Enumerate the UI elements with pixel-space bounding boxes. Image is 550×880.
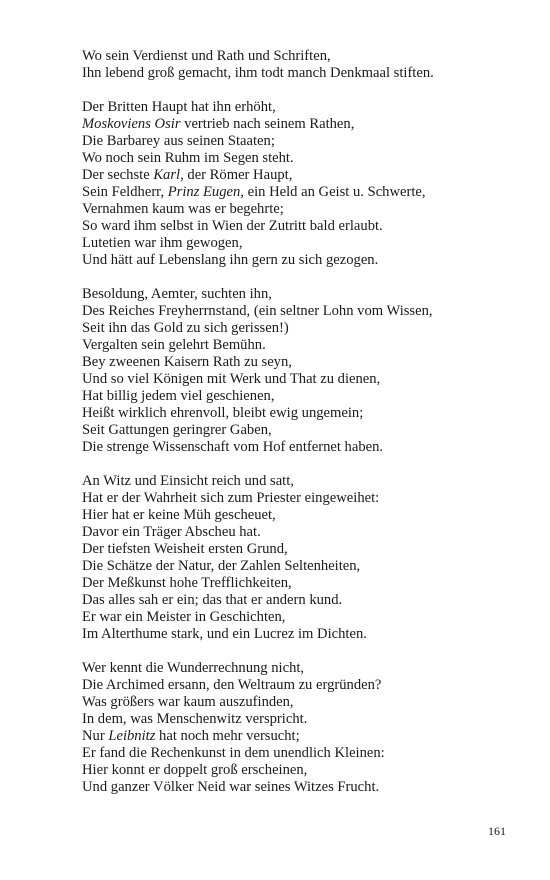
poem-line: Vergalten sein gelehrt Bemühn. [82,337,266,353]
poem-line: Hat er der Wahrheit sich zum Priester eingeweihet: [82,490,380,506]
poem-line: Lutetien war ihm gewogen, [82,235,243,251]
poem-line: Der Britten Haupt hat ihn erhöht, [82,99,276,115]
italic-name: Prinz Eugen, [167,184,244,200]
poem-line: Bey zweenen Kaisern Rath zu seyn, [82,354,292,370]
poem-line: Heißt wirklich ehrenvoll, bleibt ewig ungemein; [82,405,364,421]
poem-line: Wo noch sein Ruhm im Segen steht. [82,150,294,166]
poem-line: Die Barbarey aus seinen Staaten; [82,133,275,149]
poem-line: Und hätt auf Lebenslang ihn gern zu sich gezogen. [82,252,379,268]
poem-line: Vernahmen kaum was er begehrte; [82,201,284,217]
poem-line: Wer kennt die Wunderrechnung nicht, [82,660,305,676]
poem-line: Sein Feldherr, Prinz Eugen, ein Held an Geist u. Schwerte, [82,184,426,200]
italic-name: Karl, [153,167,184,183]
poem-line: Der tiefsten Weisheit ersten Grund, [82,541,288,557]
poem-line: Im Alterthume stark, und ein Lucrez im Dichten. [82,626,367,642]
poem-line: Er fand die Rechenkunst in dem unendlich Kleinen: [82,745,385,761]
poem-line: Der Meßkunst hohe Trefflichkeiten, [82,575,292,591]
stanza [82,48,522,82]
poem-line: Seit ihn das Gold zu sich gerissen!) [82,320,289,336]
poem-text [82,48,522,813]
poem-line: An Witz und Einsicht reich und satt, [82,473,294,489]
italic-name: Moskoviens Osir [82,116,181,132]
poem-line: Die Schätze der Natur, der Zahlen Seltenheiten, [82,558,361,574]
stanza [82,660,522,796]
poem-line: Hat billig jedem viel geschienen, [82,388,275,404]
poem-line: Seit Gattungen geringrer Gaben, [82,422,272,438]
poem-line: Er war ein Meister in Geschichten, [82,609,286,625]
poem-line: In dem, was Menschenwitz verspricht. [82,711,308,727]
poem-line: Wo sein Verdienst und Rath und Schriften, [82,48,331,64]
poem-line: Hier konnt er doppelt groß erscheinen, [82,762,308,778]
poem-line: Davor ein Träger Abscheu hat. [82,524,261,540]
stanza [82,286,522,456]
poem-line: Was größers war kaum auszufinden, [82,694,294,710]
poem-line: Und ganzer Völker Neid war seines Witzes Frucht. [82,779,380,795]
poem-line: Ihn lebend groß gemacht, ihm todt manch Denkmaal stiften. [82,65,434,81]
poem-line: Die Archimed ersann, den Weltraum zu ergründen? [82,677,382,693]
poem-line: Hier hat er keine Müh gescheuet, [82,507,276,523]
poem-line: So ward ihm selbst in Wien der Zutritt bald erlaubt. [82,218,383,234]
poem-line: Das alles sah er ein; das that er andern kund. [82,592,343,608]
poem-line: Und so viel Königen mit Werk und That zu dienen, [82,371,381,387]
page-number: 161 [488,824,506,838]
poem-line: Nur Leibnitz hat noch mehr versucht; [82,728,300,744]
italic-name: Leibnitz [108,728,156,744]
stanza [82,99,522,269]
poem-line: Der sechste Karl, der Römer Haupt, [82,167,293,183]
poem-line: Des Reiches Freyherrnstand, (ein seltner Lohn vom Wissen, [82,303,433,319]
poem-line: Besoldung, Aemter, suchten ihn, [82,286,272,302]
stanza [82,473,522,643]
poem-line: Die strenge Wissenschaft vom Hof entfernet haben. [82,439,384,455]
poem-line: Moskoviens Osir vertrieb nach seinem Rathen, [82,116,355,132]
